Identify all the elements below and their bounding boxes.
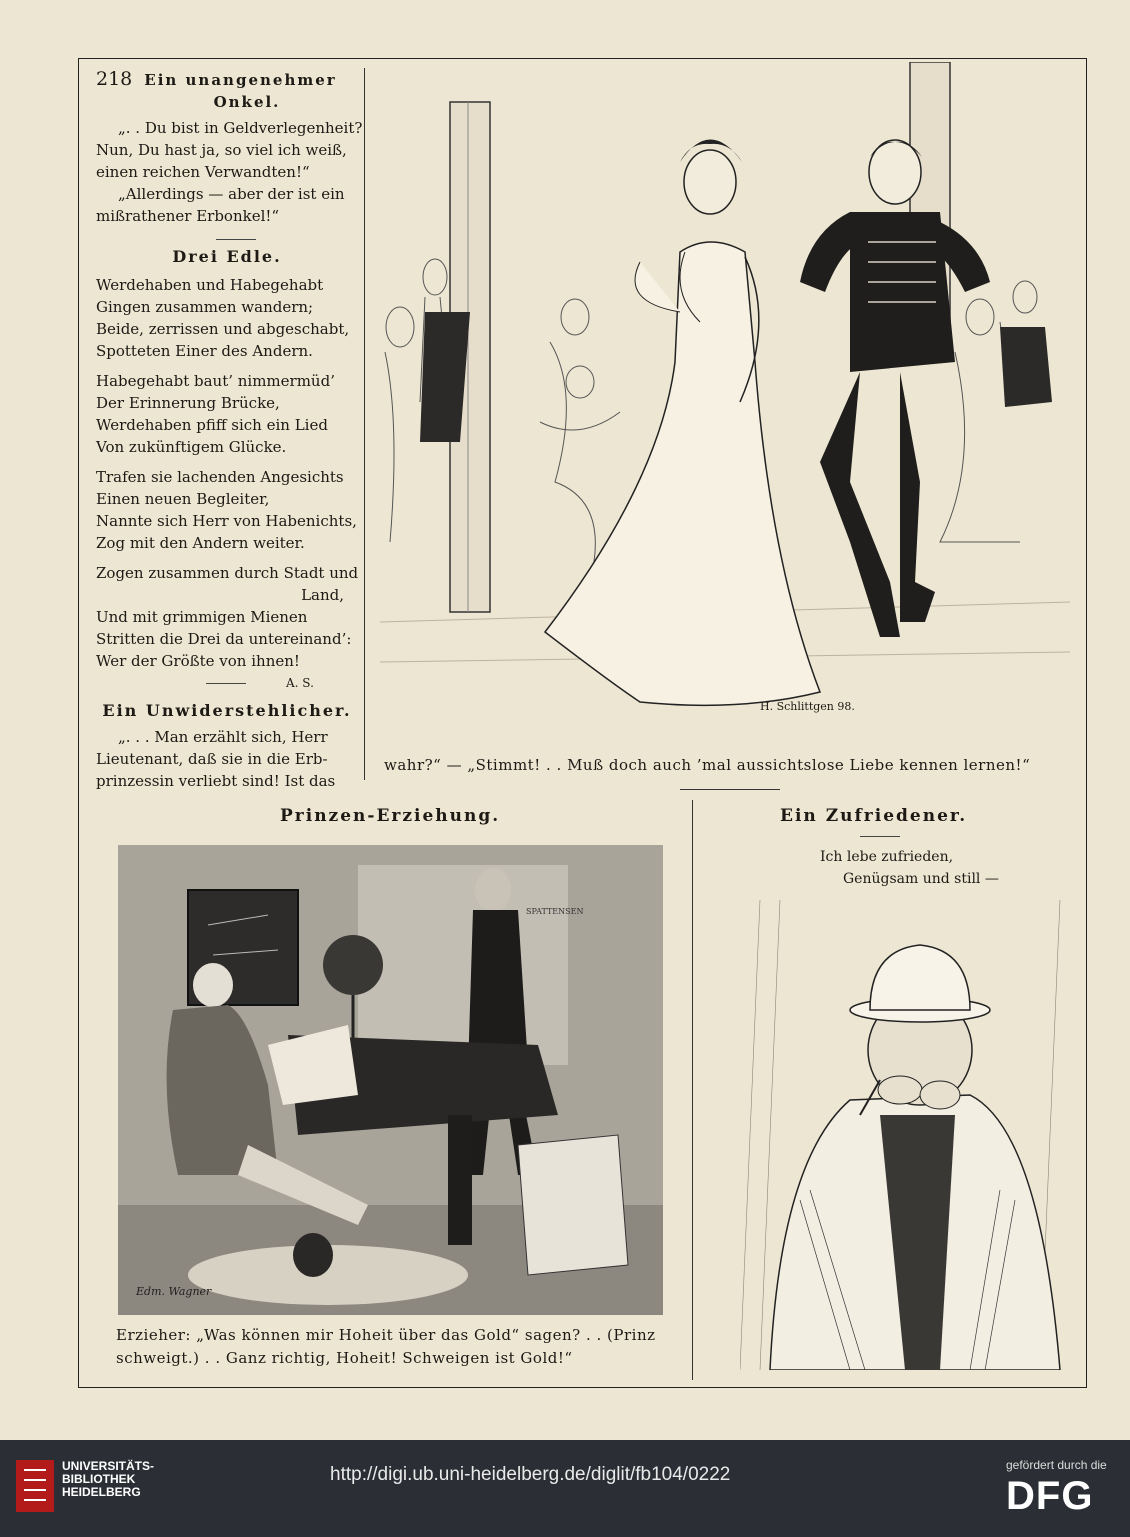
zufriedener-illustration [740,900,1080,1370]
uni-line: BIBLIOTHEK [62,1472,136,1486]
digitization-footer [0,1440,1130,1537]
ballroom-signature: H. Schlittgen 98. [760,700,855,713]
left-text-column [96,68,363,792]
divider [860,836,900,840]
text-line: Wer der Größte von ihnen! [96,652,300,670]
text-line: Nun, Du hast ja, so viel ich weiß, [96,141,347,159]
author-initials: A. S. [286,676,314,690]
man-with-hat-drawing [740,900,1080,1370]
page-number: 218 [96,68,133,90]
text-line: Land, [301,586,344,604]
university-logo-icon [16,1460,54,1512]
title-onkel: Onkel. [213,93,281,111]
title-zufriedener: Ein Zufriedener. [780,806,968,826]
column-divider [692,800,693,1380]
divider [680,789,780,790]
title-unwiderstehlicher: Ein Unwiderstehlicher. [102,701,352,720]
text-line: Trafen sie lachenden Angesichts [96,468,344,486]
text-line: Einen neuen Begleiter, [96,490,270,508]
text-line: einen reichen Verwandten!“ [96,163,310,181]
text-line: „. . Du bist in Geldverlegenheit? [118,119,363,137]
divider [216,239,256,240]
prinzen-signature: Edm. Wagner [136,1285,212,1298]
text-line: Habegehabt baut’ nimmermüd’ [96,372,335,390]
title-prinzen-erziehung: Prinzen-Erziehung. [280,806,501,826]
ballroom-illustration [380,62,1070,752]
text-line: Werdehaben pfiff sich ein Lied [96,416,328,434]
stanza-3 [96,466,358,554]
dfg-funding-label: gefördert durch die [1006,1458,1107,1472]
text-line: prinzessin verliebt sind! Ist das [96,772,336,790]
poem-onkel [96,117,363,227]
text-line: Zog mit den Andern weiter. [96,534,305,552]
text-line: Der Erinnerung Brücke, [96,394,280,412]
text-line: Und mit grimmigen Mienen [96,608,308,626]
university-name [62,1460,154,1499]
text-line: mißrathener Erbonkel!“ [96,207,280,225]
wall-label: SPATTENSEN [526,907,584,916]
zufriedener-line-1: Ich lebe zufrieden, [820,849,954,865]
title-unangenehmer: Ein unangenehmer [144,71,337,89]
text-line: „Allerdings — aber der ist ein [118,185,345,203]
text-line: Nannte sich Herr von Habenichts, [96,512,357,530]
text-line: Von zukünftigem Glücke. [96,438,287,456]
uni-line: UNIVERSITÄTS- [62,1459,155,1473]
uni-line: HEIDELBERG [62,1485,141,1499]
text-line: Lieutenant, daß sie in die Erb- [96,750,328,768]
text-line: Spotteten Einer des Andern. [96,342,313,360]
stanza-2 [96,370,358,458]
ballroom-caption: wahr?“ — „Stimmt! . . Muß doch auch ’mal aussichtslose Liebe kennen lernen!“ [384,756,1031,774]
zufriedener-line-2: Genügsam und still — [843,871,999,887]
divider [206,683,246,684]
text-line: Zogen zusammen durch Stadt und [96,564,359,582]
text-line: Stritten die Drei da untereinand’: [96,630,352,648]
text-line: Gingen zusammen wandern; [96,298,314,316]
title-drei-edle: Drei Edle. [172,247,282,266]
text-line: Werdehaben und Habegehabt [96,276,324,294]
prinzen-caption-1: Erzieher: „Was können mir Hoheit über das Gold“ sagen? . . (Prinz [116,1326,656,1344]
stanza-1 [96,274,358,362]
prinzen-illustration [118,845,663,1315]
ballroom-drawing [380,62,1070,752]
text-line: Beide, zerrissen und abgeschabt, [96,320,350,338]
dfg-logo: DFG [1006,1474,1094,1518]
stanza-4 [96,562,358,672]
column-divider [364,68,365,780]
text-line: „. . . Man erzählt sich, Herr [118,728,328,746]
prinzen-caption-2: schweigt.) . . Ganz richtig, Hoheit! Schweigen ist Gold!“ [116,1349,573,1367]
source-url-link[interactable]: http://digi.ub.uni-heidelberg.de/diglit/fb104/0222 [330,1464,731,1485]
